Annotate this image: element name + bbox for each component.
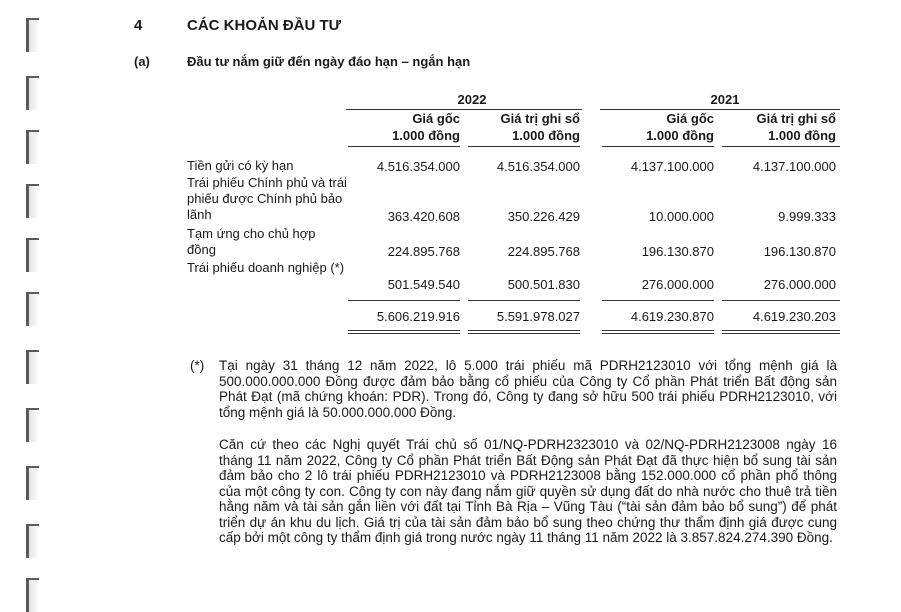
table-cell: 10.000.000 — [648, 209, 714, 224]
table-cell: 350.226.429 — [507, 209, 580, 224]
total-double-line — [602, 330, 714, 331]
binder-hole — [26, 350, 39, 384]
table-cell: 363.420.608 — [387, 209, 460, 224]
total-cell: 5.591.978.027 — [496, 309, 580, 324]
table-row-label: Trái phiếu doanh nghiệp (*) — [187, 260, 345, 275]
table-cell: 276.000.000 — [641, 277, 714, 292]
table-cell: 276.000.000 — [763, 277, 836, 292]
total-double-line — [348, 330, 460, 331]
table-cell: 196.130.870 — [763, 244, 836, 259]
header-underline — [468, 146, 580, 147]
total-double-line — [722, 330, 840, 331]
binder-hole — [26, 408, 39, 442]
total-double-line — [722, 333, 840, 334]
section-number: 4 — [134, 17, 143, 34]
subtotal-line — [602, 300, 714, 301]
binder-hole — [26, 18, 39, 52]
column-header: Giá trị ghi sổ 1.000 đồng — [500, 111, 580, 143]
subtotal-line — [722, 300, 840, 301]
binder-hole — [26, 184, 39, 218]
table-cell: 4.137.100.000 — [752, 159, 836, 174]
table-cell: 501.549.540 — [387, 277, 460, 292]
table-cell: 4.516.354.000 — [376, 159, 460, 174]
table-cell: 196.130.870 — [641, 244, 714, 259]
note-paragraph: Tại ngày 31 tháng 12 năm 2022, lô 5.000 trái phiếu mã PDRH2123010 với tổng mệnh giá là 500.000.000.000 Đồng được đảm bảo bằng cổ phiếu của Công ty Cổ phần Phát triển Bất động sản Phát Đạt (mã chứng khoán: PDR). Trong đó, Công ty đang sở hữu 500 trái phiếu PDRH2123010, với tổng mệnh giá là 50.000.000.000 Đồng. — [219, 358, 837, 420]
binder-hole — [26, 292, 39, 326]
binder-holes — [22, 0, 42, 600]
binder-hole — [26, 578, 39, 612]
table-row-label: Tiền gửi có kỳ hạn — [187, 158, 294, 173]
subsection-title: Đầu tư nắm giữ đến ngày đáo hạn – ngắn hạn — [187, 54, 471, 69]
header-underline — [348, 146, 460, 147]
section-title: CÁC KHOẢN ĐẦU TƯ — [187, 17, 342, 34]
binder-hole — [26, 466, 39, 500]
column-header: Giá trị ghi sổ 1.000 đồng — [756, 111, 836, 143]
table-cell: 9.999.333 — [778, 209, 836, 224]
subtotal-line — [348, 300, 460, 301]
table-cell: 500.501.830 — [507, 277, 580, 292]
column-header: Giá gốc 1.000 đồng — [646, 111, 714, 143]
subsection-label: (a) — [134, 54, 150, 69]
table-row-label: Tạm ứng cho chủ hợp đồng — [187, 226, 316, 257]
total-cell: 5.606.219.916 — [376, 309, 460, 324]
note-paragraph: Căn cứ theo các Nghị quyết Trái chủ số 01/NQ-PDRH2323010 và 02/NQ-PDRH2123008 ngày 16 tháng 11 năm 2022, Công ty Cổ phần Phát triển Bất Động sản Phát Đạt đã thực hiện bổ sung tài sản đảm bảo cho 2 lô trái phiếu PDRH2123010 và PDRH2123008 bằng 152.000.000 cổ phần phổ thông của một công ty con. Công ty con này đang nắm giữ quyền sử dụng đất do nhà nước cho thuê trả tiền hằng năm và tài sản gắn liền với đất tại Tỉnh Bà Rịa – Vũng Tàu (“tài sản đảm bảo bổ sung”) để phát triển dự án khu du lịch. Giá trị của tài sản đảm bảo bổ sung theo chứng thư thẩm định giá được cung cấp bởi một công ty thẩm định giá trong nước ngày 11 tháng 11 năm 2022 là 3.857.824.274.390 Đồng. — [219, 437, 837, 545]
total-double-line — [602, 333, 714, 334]
header-underline — [602, 146, 714, 147]
total-cell: 4.619.230.203 — [752, 309, 836, 324]
table-cell: 4.137.100.000 — [630, 159, 714, 174]
table-cell: 224.895.768 — [387, 244, 460, 259]
table-row-label: Trái phiếu Chính phủ và trái phiếu được Chính phủ bảo lãnh — [187, 175, 347, 222]
binder-hole — [26, 524, 39, 558]
year-header-2021: 2021 — [710, 92, 740, 107]
header-underline — [722, 146, 840, 147]
total-cell: 4.619.230.870 — [630, 309, 714, 324]
table-cell: 4.516.354.000 — [496, 159, 580, 174]
note-marker: (*) — [190, 358, 205, 373]
binder-hole — [26, 130, 39, 164]
total-double-line — [468, 333, 580, 334]
total-double-line — [348, 333, 460, 334]
binder-hole — [26, 238, 39, 272]
total-double-line — [468, 330, 580, 331]
table-cell: 224.895.768 — [507, 244, 580, 259]
year-header-2022: 2022 — [457, 92, 487, 107]
column-header: Giá gốc 1.000 đồng — [392, 111, 460, 143]
binder-hole — [26, 76, 39, 110]
subtotal-line — [468, 300, 580, 301]
